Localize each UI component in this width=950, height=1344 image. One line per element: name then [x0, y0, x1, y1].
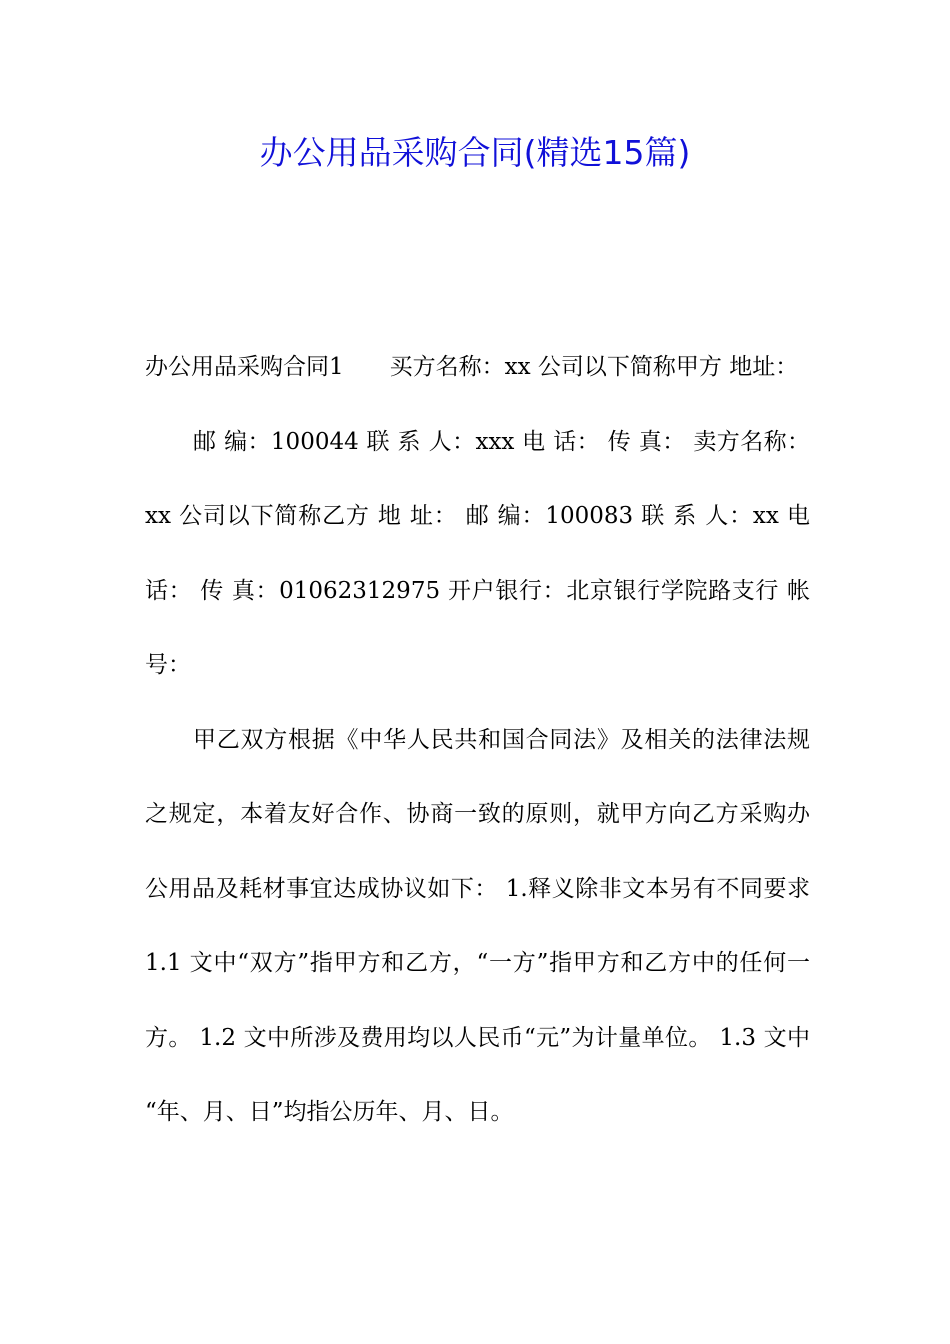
document-body [145, 330, 810, 1150]
paragraph-agreement-terms: 甲乙双方根据《中华人民共和国合同法》及相关的法律法规之规定，本着友好合作、协商一致的原则，就甲方向乙方采购办公用品及耗材事宜达成协议如下： 1.释义除非文本另有不同要求 1.1 文中“双方”指甲方和乙方，“一方”指甲方和乙方中的任何一方。 1.2 文中所涉及费用均以人民币“元”为计量单位。 1.3 文中“年、月、日”均指公历年、月、日。 [145, 726, 810, 1125]
paragraph-buyer-info: 办公用品采购合同1 买方名称：xx 公司以下简称甲方 地址： [145, 354, 799, 380]
document-title: 办公用品采购合同(精选15篇) [259, 133, 691, 172]
paragraph-seller-info: 邮 编：100044 联 系 人：xxx 电 话： 传 真： 卖方名称：xx 公司以下简称乙方 地 址： 邮 编：100083 联 系 人：xx 电 话： 传 真：01062312975 开户银行：北京银行学院路支行 帐 号： [145, 428, 810, 678]
